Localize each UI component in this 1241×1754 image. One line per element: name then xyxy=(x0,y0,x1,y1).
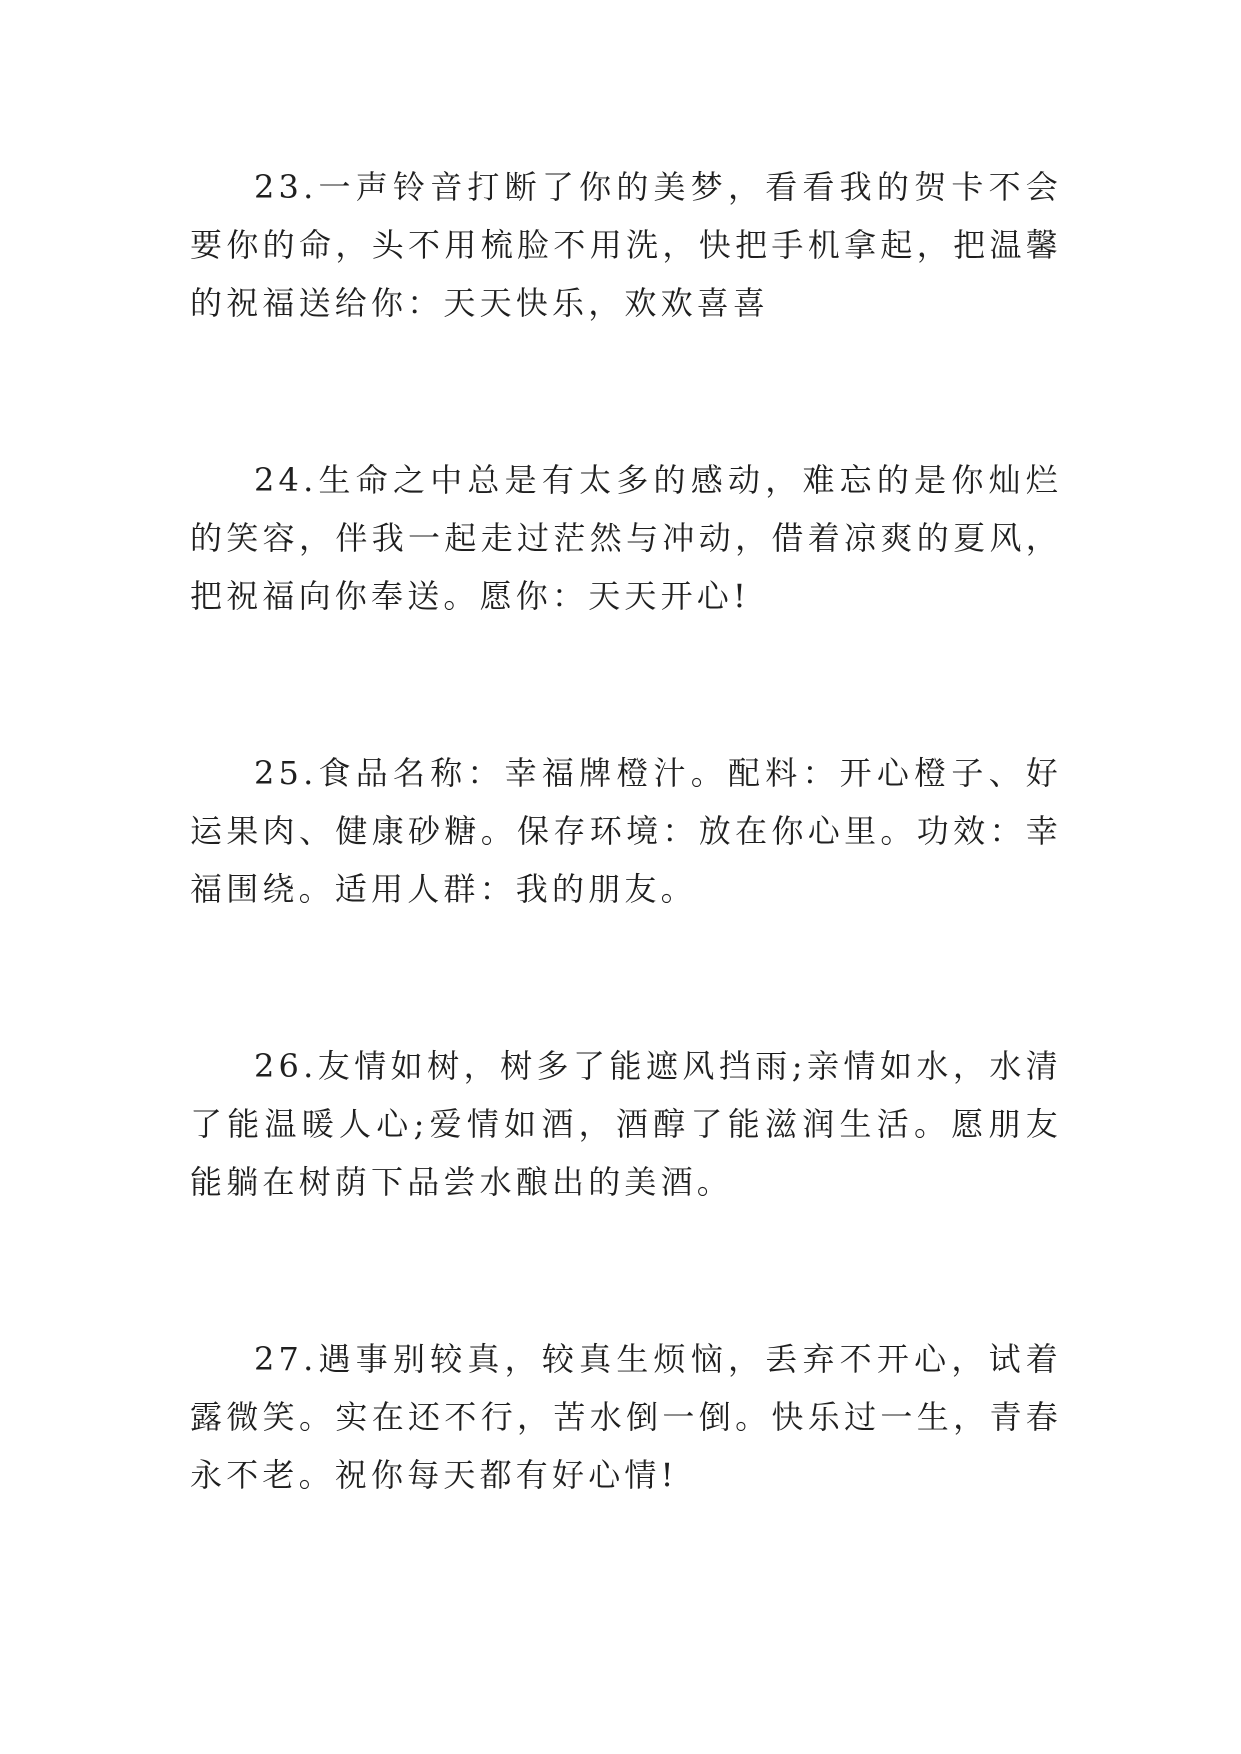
paragraph-26: 26.友情如树，树多了能遮风挡雨;亲情如水，水清了能温暖人心;爱情如酒，酒醇了能滋润生活。愿朋友能躺在树荫下品尝水酿出的美酒。 xyxy=(190,1047,1062,1201)
paragraph-23: 23.一声铃音打断了你的美梦，看看我的贺卡不会要你的命，头不用梳脸不用洗，快把手机拿起，把温馨的祝福送给你：天天快乐，欢欢喜喜 xyxy=(190,168,1062,322)
paragraph-25: 25.食品名称：幸福牌橙汁。配料：开心橙子、好运果肉、健康砂糖。保存环境：放在你心里。功效：幸福围绕。适用人群：我的朋友。 xyxy=(190,754,1062,908)
paragraph-27: 27.遇事别较真，较真生烦恼，丢弃不开心，试着露微笑。实在还不行，苦水倒一倒。快乐过一生，青春永不老。祝你每天都有好心情! xyxy=(190,1340,1062,1494)
paragraph-24: 24.生命之中总是有太多的感动，难忘的是你灿烂的笑容，伴我一起走过茫然与冲动，借着凉爽的夏风，把祝福向你奉送。愿你：天天开心! xyxy=(190,461,1062,615)
